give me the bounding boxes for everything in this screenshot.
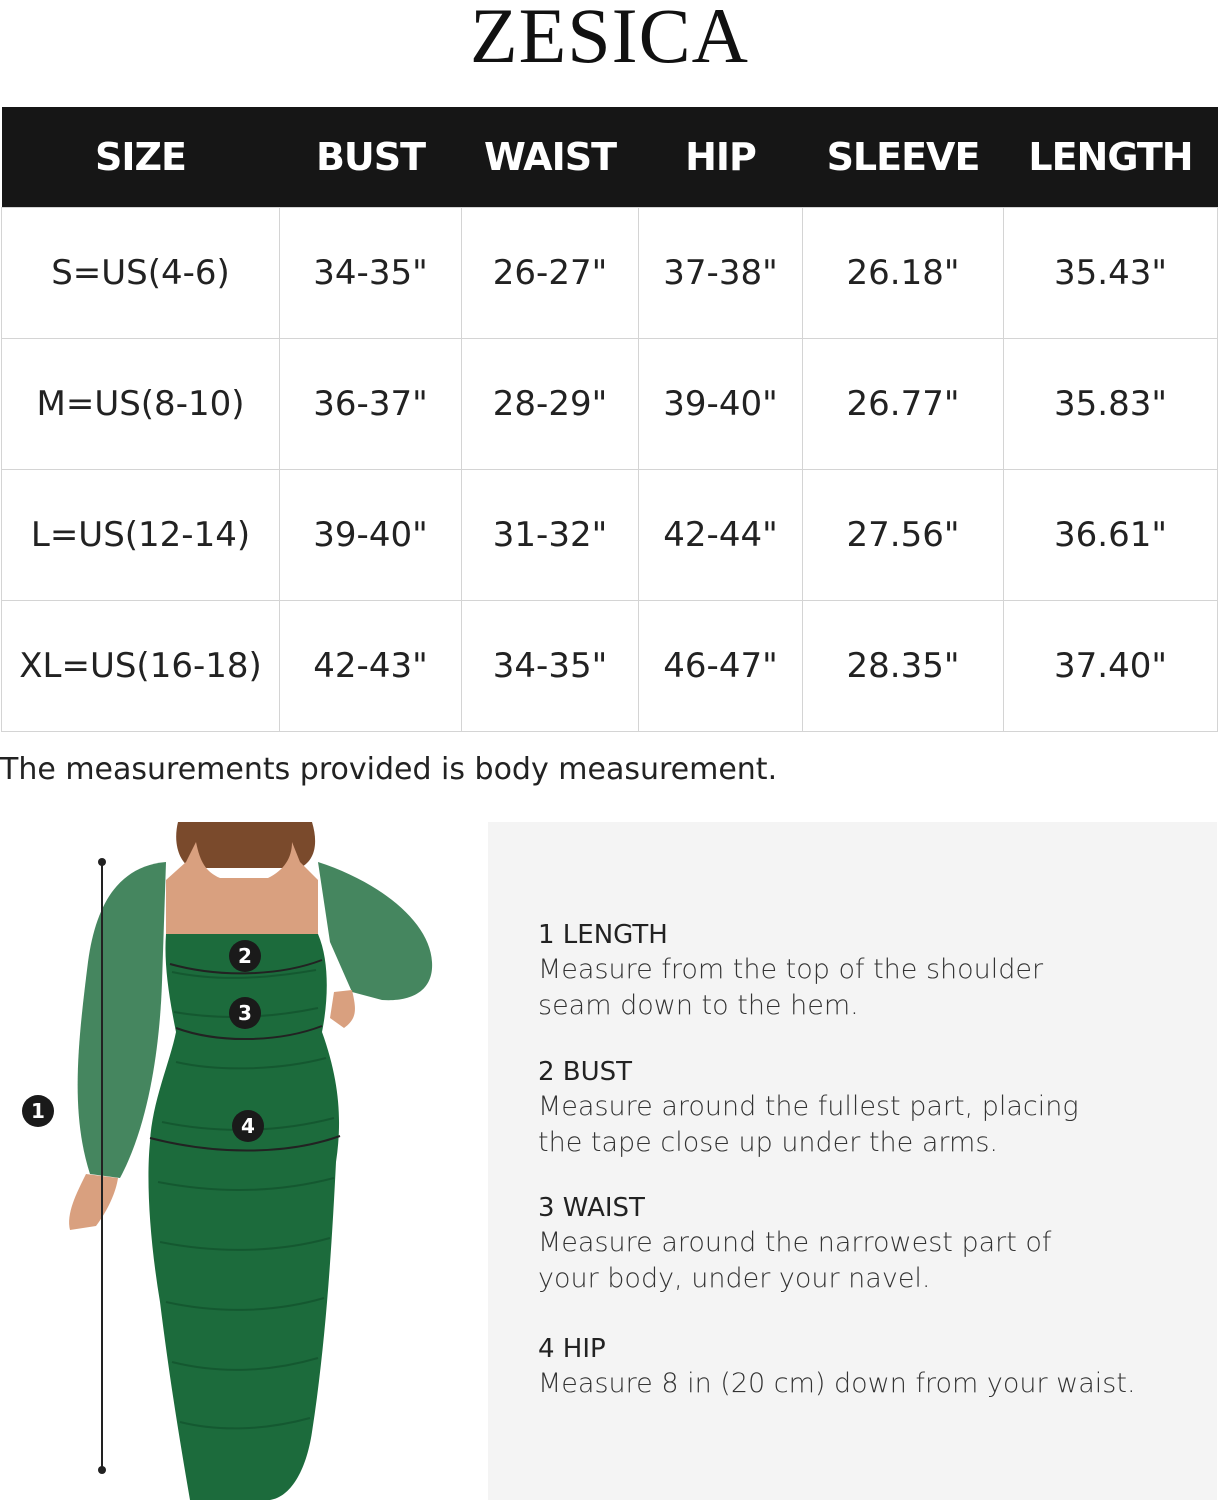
cell-sleeve: 26.18" (803, 208, 1004, 339)
dress-illustration (0, 822, 480, 1500)
measurement-note: The measurements provided is body measurement. (0, 752, 778, 787)
table-row (2, 470, 1218, 601)
cell-length: 35.43" (1004, 208, 1218, 339)
table-row (2, 339, 1218, 470)
model-figure (0, 822, 480, 1500)
cell-size: M=US(8-10) (2, 339, 280, 470)
cell-size: L=US(12-14) (2, 470, 280, 601)
header-size: SIZE (2, 107, 280, 208)
right-sleeve-shape (318, 862, 432, 1000)
cell-length: 35.83" (1004, 339, 1218, 470)
header-hip: HIP (639, 107, 803, 208)
brand-logo: ZESICA (470, 0, 749, 79)
guide-item-length (538, 918, 1178, 1024)
marker-4-label: 4 (241, 1114, 255, 1138)
guide-title: 2 BUST (538, 1057, 633, 1087)
measurement-guide (488, 822, 1217, 1500)
guide-line: seam down to the hem. (538, 990, 859, 1021)
marker-2-label: 2 (238, 944, 252, 968)
header-sleeve: SLEEVE (803, 107, 1004, 208)
cell-length: 36.61" (1004, 470, 1218, 601)
cell-sleeve: 26.77" (803, 339, 1004, 470)
cell-waist: 31-32" (462, 470, 639, 601)
guide-line: the tape close up under the arms. (538, 1127, 998, 1158)
marker-3 (229, 997, 261, 1029)
cell-bust: 42-43" (280, 601, 462, 732)
guide-title: 1 LENGTH (538, 920, 668, 950)
guide-item-hip (538, 1332, 1178, 1402)
marker-3-label: 3 (238, 1001, 252, 1025)
header-waist: WAIST (462, 107, 639, 208)
guide-title: 3 WAIST (538, 1193, 645, 1223)
guide-description (538, 1366, 1178, 1402)
header-bust: BUST (280, 107, 462, 208)
cell-hip: 39-40" (639, 339, 803, 470)
guide-description (538, 1089, 1178, 1161)
cell-bust: 34-35" (280, 208, 462, 339)
table-row (2, 208, 1218, 339)
cell-hip: 46-47" (639, 601, 803, 732)
cell-bust: 39-40" (280, 470, 462, 601)
guide-title: 4 HIP (538, 1334, 606, 1364)
cell-size: S=US(4-6) (2, 208, 280, 339)
guide-description (538, 952, 1178, 1024)
cell-bust: 36-37" (280, 339, 462, 470)
guide-item-waist (538, 1191, 1178, 1297)
cell-waist: 34-35" (462, 601, 639, 732)
header-length: LENGTH (1004, 107, 1218, 208)
cell-waist: 28-29" (462, 339, 639, 470)
cell-hip: 37-38" (639, 208, 803, 339)
guide-line: Measure from the top of the shoulder (538, 954, 1044, 985)
guide-line: your body, under your navel. (538, 1263, 931, 1294)
size-chart-table (1, 107, 1218, 732)
guide-line: Measure around the fullest part, placing (538, 1091, 1079, 1122)
guide-item-bust (538, 1055, 1178, 1161)
guide-line: Measure around the narrowest part of (538, 1227, 1052, 1258)
right-hand-shape (330, 990, 355, 1028)
marker-1-label: 1 (31, 1099, 45, 1123)
cell-size: XL=US(16-18) (2, 601, 280, 732)
table-row (2, 601, 1218, 732)
guide-description (538, 1225, 1178, 1297)
marker-2 (229, 940, 261, 972)
marker-1 (22, 1095, 54, 1127)
cell-sleeve: 28.35" (803, 601, 1004, 732)
table-header-row (2, 107, 1218, 208)
guide-line: Measure 8 in (20 cm) down from your waist. (538, 1368, 1136, 1399)
marker-4 (232, 1110, 264, 1142)
cell-waist: 26-27" (462, 208, 639, 339)
cell-length: 37.40" (1004, 601, 1218, 732)
left-hand-shape (69, 1174, 118, 1230)
cell-sleeve: 27.56" (803, 470, 1004, 601)
cell-hip: 42-44" (639, 470, 803, 601)
